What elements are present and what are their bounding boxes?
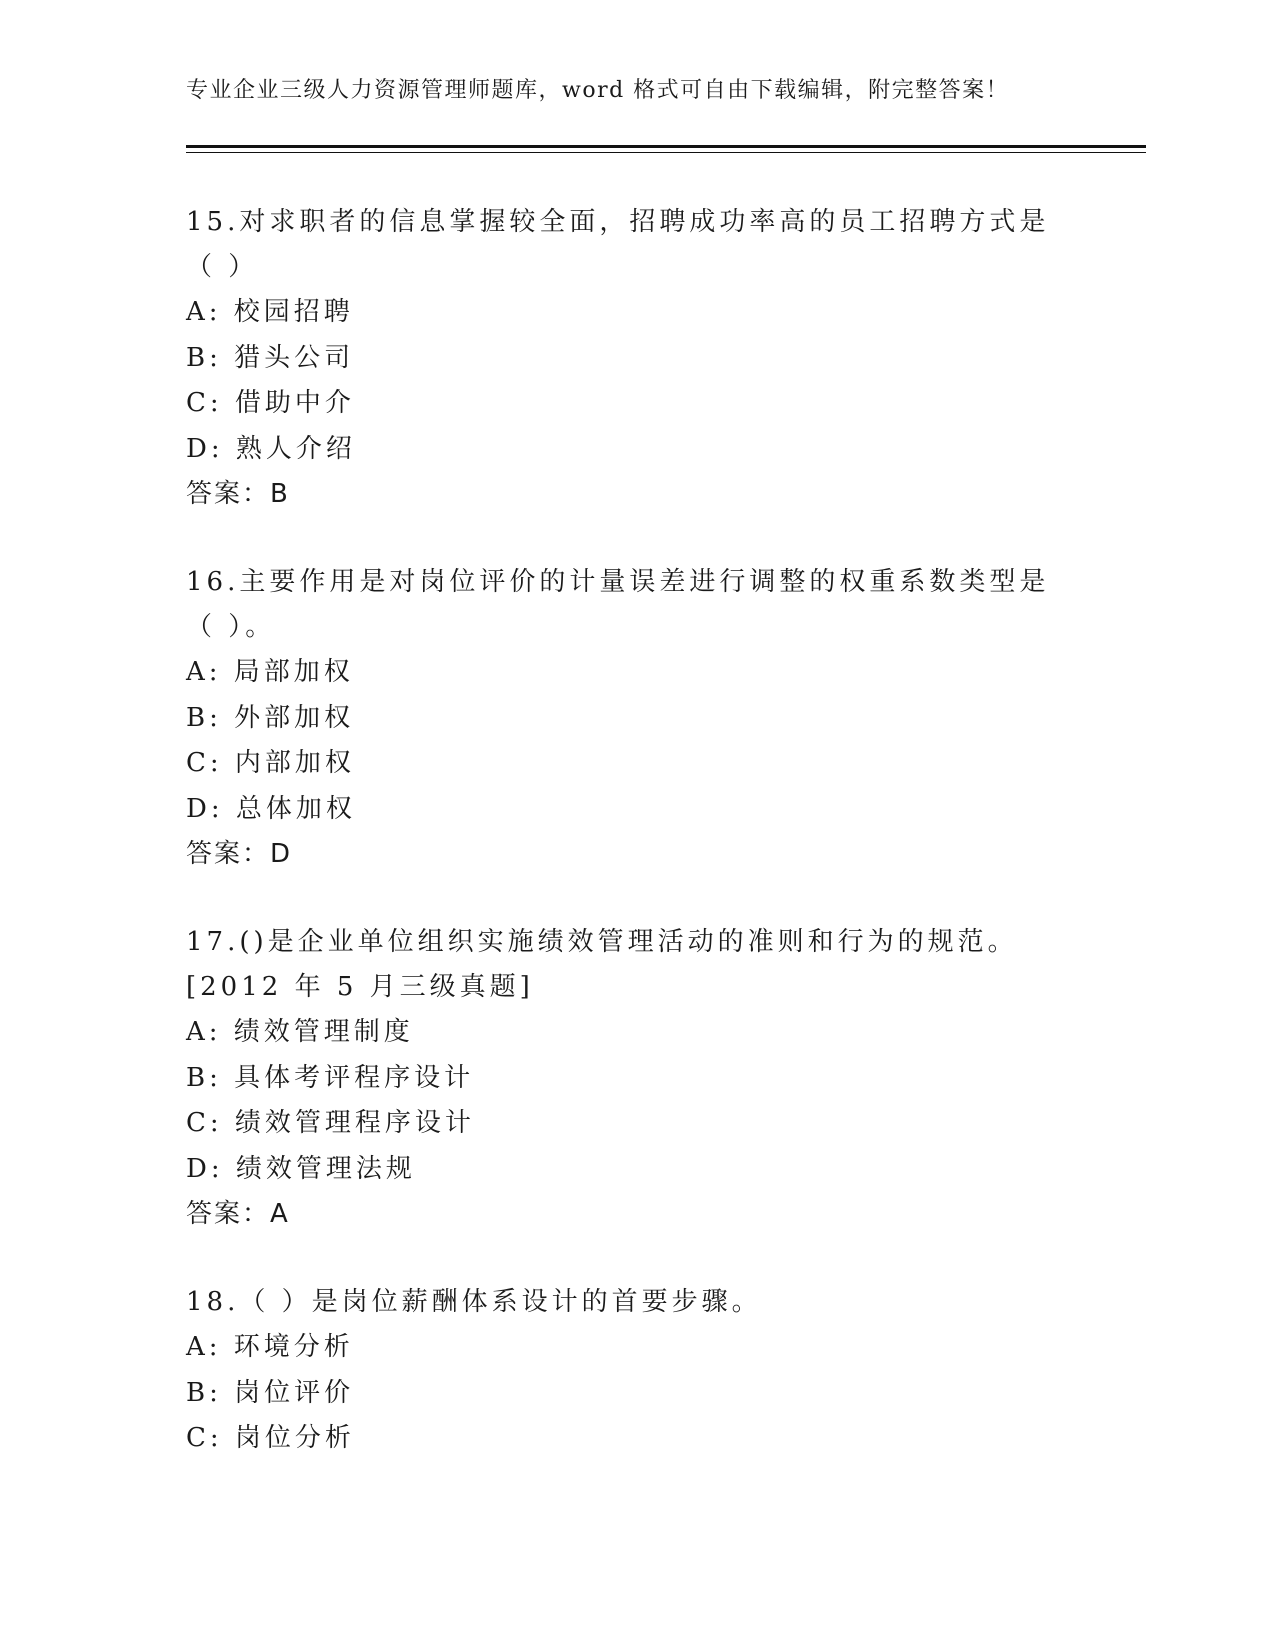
question-16 (186, 560, 1066, 877)
option-c: C: 岗位分析 (186, 1423, 355, 1453)
option-a: A: 局部加权 (186, 657, 354, 687)
question-stem: 15.对求职者的信息掌握较全面，招聘成功率高的员工招聘方式是（ ） (186, 207, 1050, 282)
header-rule-thick (186, 145, 1146, 148)
option-a: A: 校园招聘 (186, 297, 354, 327)
question-15 (186, 200, 1066, 517)
question-stem: 16.主要作用是对岗位评价的计量误差进行调整的权重系数类型是（ ）。 (186, 567, 1050, 642)
option-b: B: 猎头公司 (186, 342, 355, 373)
answer: 答案：B (186, 479, 290, 509)
option-b: B: 岗位评价 (186, 1377, 355, 1408)
option-d: D: 总体加权 (186, 793, 356, 824)
answer: 答案：D (186, 839, 293, 869)
option-a: A: 环境分析 (186, 1332, 354, 1362)
option-c: C: 借助中介 (186, 388, 355, 418)
answer: 答案：A (186, 1199, 290, 1229)
option-c: C: 内部加权 (186, 748, 355, 778)
question-18 (186, 1280, 1066, 1462)
option-d: D: 绩效管理法规 (186, 1153, 416, 1184)
question-stem: 17.()是企业单位组织实施绩效管理活动的准则和行为的规范。[2012 年 5 月三级真题] (186, 927, 1018, 1002)
question-stem: 18.（ ）是岗位薪酬体系设计的首要步骤。 (186, 1287, 762, 1317)
header-rule-thin (186, 152, 1146, 153)
option-a: A: 绩效管理制度 (186, 1017, 414, 1047)
option-b: B: 外部加权 (186, 702, 355, 733)
option-d: D: 熟人介绍 (186, 433, 356, 464)
page-header: 专业企业三级人力资源管理师题库，word 格式可自由下载编辑，附完整答案！ (186, 78, 1010, 103)
question-17 (186, 920, 1066, 1237)
option-b: B: 具体考评程序设计 (186, 1062, 475, 1093)
option-c: C: 绩效管理程序设计 (186, 1108, 475, 1138)
